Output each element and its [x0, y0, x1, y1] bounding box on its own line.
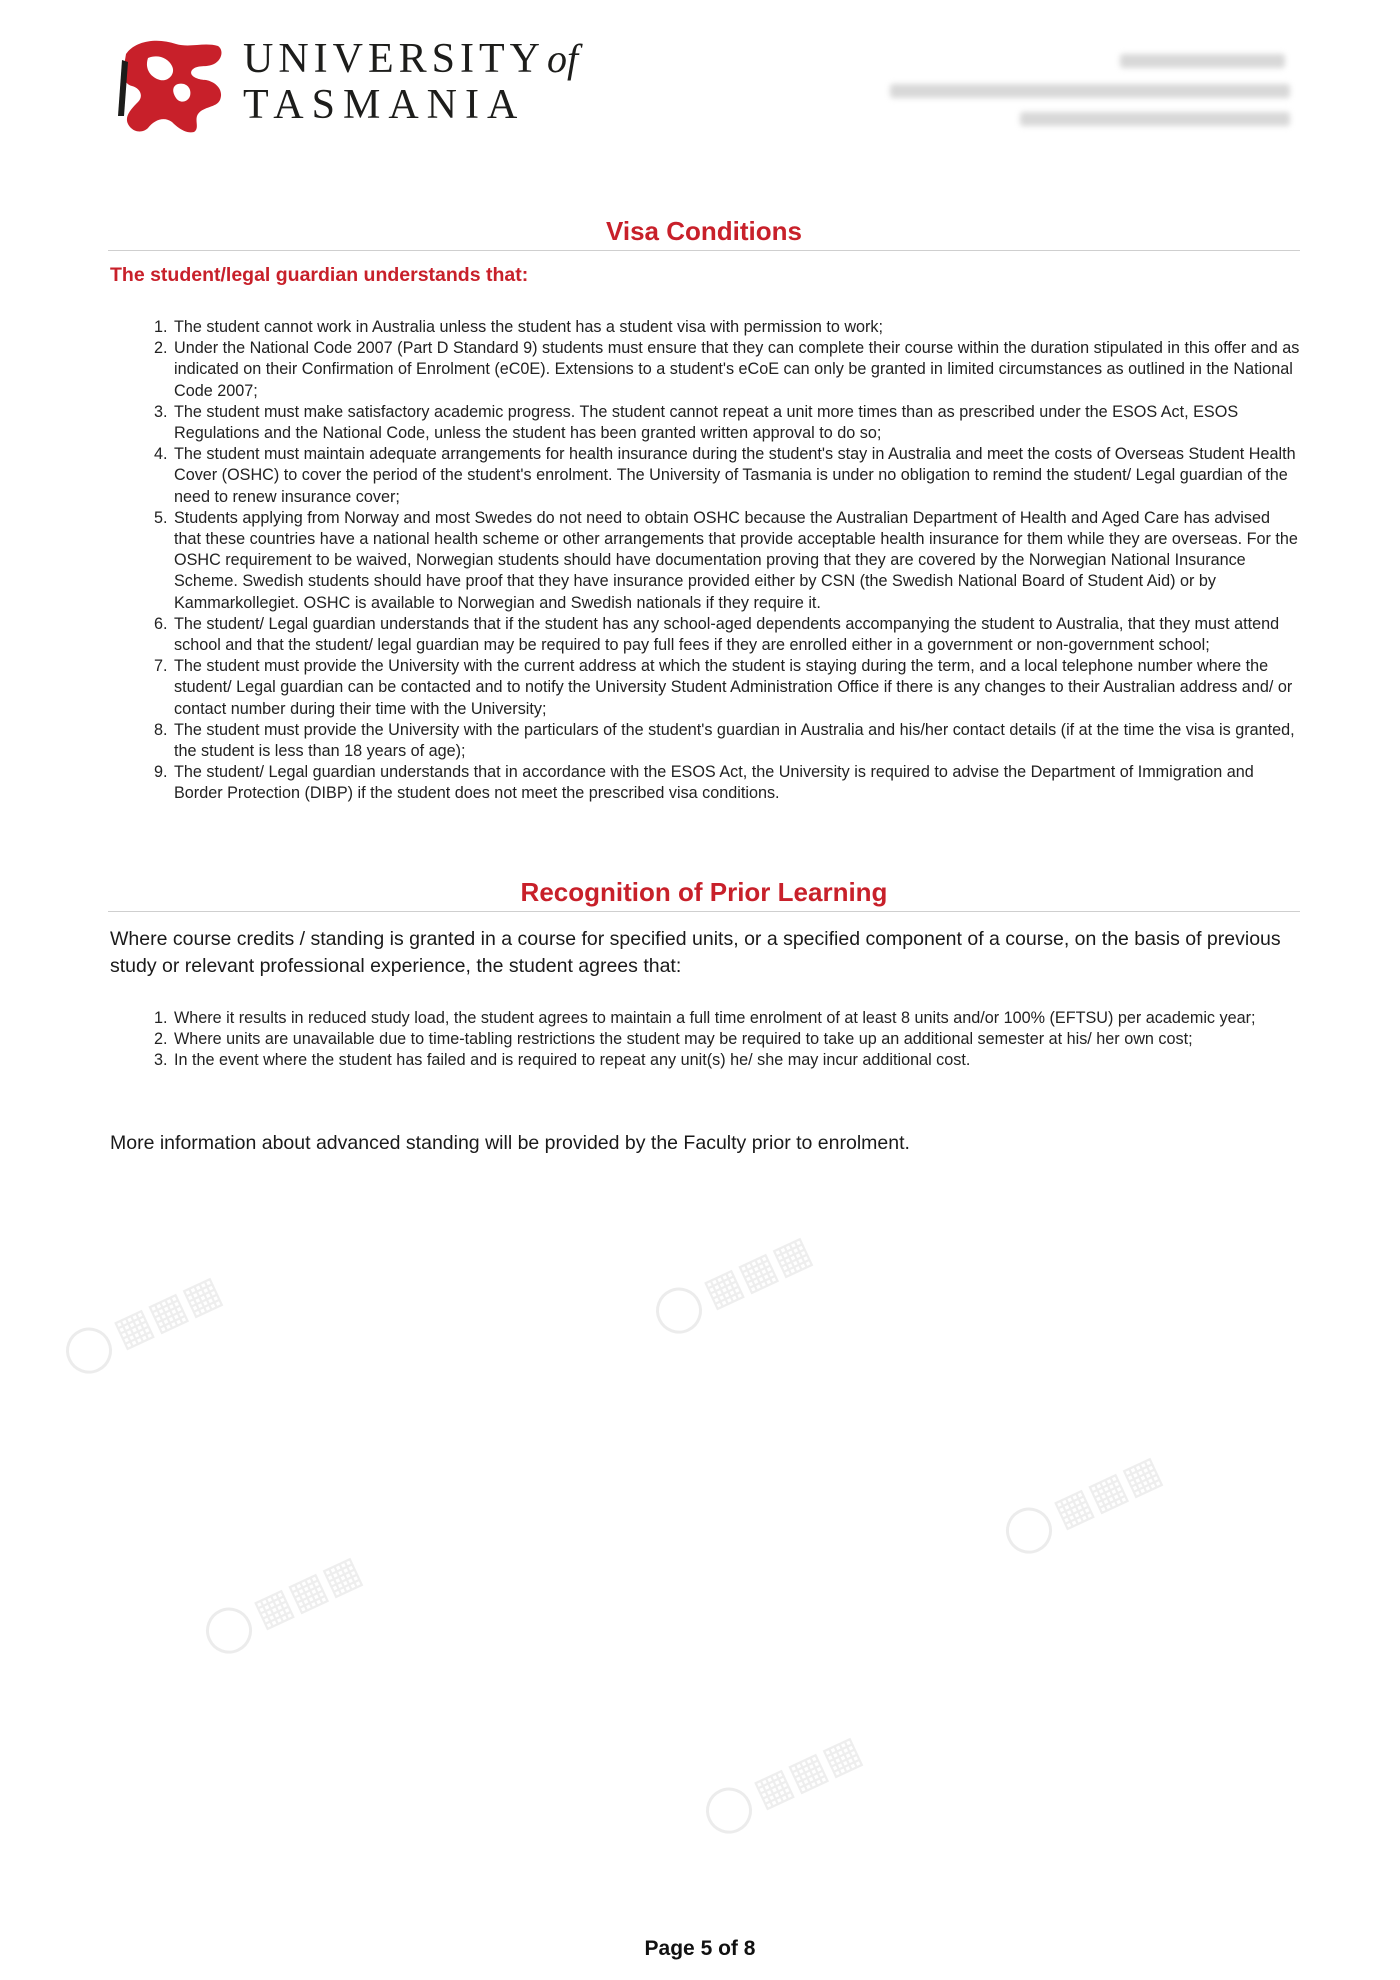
- redacted-student-name: [1120, 54, 1285, 68]
- watermark-pattern: ▦▦▦: [998, 1447, 1170, 1562]
- list-item: 7. The student must provide the University with the current address at which the student is staying during the term, and a local telephone number where the student/ Legal guardian can be contacted and to notify the University Student Administration Office if there is any changes to their Australian address and/ or contact number during their time with the University;: [172, 656, 1300, 720]
- visa-conditions-list: [172, 317, 1300, 805]
- logo-text-of: of: [546, 36, 579, 81]
- watermark-pattern: ▦▦▦: [58, 1267, 230, 1382]
- logo-text-university: UNIVERSITY: [243, 36, 545, 82]
- list-item: 2. Where units are unavailable due to time-tabling restrictions the student may be required to take up an additional semester at his/ her own cost;: [172, 1029, 1300, 1050]
- list-item: 1. The student cannot work in Australia unless the student has a student visa with permission to work;: [172, 317, 1300, 338]
- lion-crest-icon: [118, 36, 230, 136]
- list-item: 5. Students applying from Norway and most Swedes do not need to obtain OSHC because the Australian Department of Health and Aged Care has advised that these countries have a national health scheme or other arrangements that provide acceptable health insurance for them while they are overseas. For the OSHC requirement to be waived, Norwegian students should have documentation proving that they are covered by the Norwegian National Insurance Scheme. Swedish students should have proof that they have insurance provided either by CSN (the Swedish National Board of Student Aid) or by Kammarkollegiet. OSHC is available to Norwegian and Swedish nationals if they require it.: [172, 508, 1300, 614]
- list-item: 8. The student must provide the University with the particulars of the student's guardian in Australia and his/her contact details (if at the time the visa is granted, the student is less than 18 years of age);: [172, 720, 1300, 762]
- visa-divider: [108, 250, 1300, 251]
- list-item: 3. In the event where the student has failed and is required to repeat any unit(s) he/ she may incur additional cost.: [172, 1050, 1300, 1071]
- rpl-closing: More information about advanced standing will be provided by the Faculty prior to enrolment.: [110, 1132, 910, 1154]
- visa-conditions-title: Visa Conditions: [606, 216, 802, 246]
- redacted-student-address: [1020, 112, 1290, 126]
- visa-subhead: The student/legal guardian understands that:: [110, 264, 529, 286]
- watermark-pattern: ▦▦▦: [198, 1547, 370, 1662]
- watermark-pattern: ▦▦▦: [698, 1727, 870, 1842]
- watermark-pattern: ▦▦▦: [648, 1227, 820, 1342]
- list-item: 3. The student must make satisfactory academic progress. The student cannot repeat a unit more times than as prescribed under the ESOS Act, ESOS Regulations and the National Code, unless the student has been granted written approval to do so;: [172, 402, 1300, 444]
- rpl-divider: [108, 911, 1300, 912]
- university-name: [243, 38, 578, 126]
- list-item: 4. The student must maintain adequate arrangements for health insurance during the student's stay in Australia and meet the costs of Overseas Student Health Cover (OSHC) to cover the period of the student's enrolment. The University of Tasmania is under no obligation to remind the student/ Legal guardian of the need to renew insurance cover;: [172, 444, 1300, 508]
- list-item: 9. The student/ Legal guardian understands that in accordance with the ESOS Act, the University is required to advise the Department of Immigration and Border Protection (DIBP) if the student does not meet the prescribed visa conditions.: [172, 762, 1300, 804]
- logo-text-tasmania: TASMANIA: [243, 82, 526, 128]
- list-item: 6. The student/ Legal guardian understands that if the student has any school-aged dependents accompanying the student to Australia, that they must attend school and that the student/ legal guardian may be required to pay full fees if they are enrolled either in a government or non-government school;: [172, 614, 1300, 656]
- rpl-intro: Where course credits / standing is granted in a course for specified units, or a specified component of a course, on the basis of previous study or relevant professional experience, the student agrees that:: [110, 928, 1281, 977]
- list-item: 2. Under the National Code 2007 (Part D Standard 9) students must ensure that they can complete their course within the duration stipulated in this offer and as indicated on their Confirmation of Enrolment (eC0E). Extensions to a student's eCoE can only be granted in limited circumstances as outlined in the National Code 2007;: [172, 338, 1300, 402]
- rpl-list: [172, 1008, 1300, 1072]
- page-number: Page 5 of 8: [644, 1937, 756, 1960]
- rpl-title: Recognition of Prior Learning: [520, 877, 888, 907]
- list-item: 1. Where it results in reduced study load, the student agrees to maintain a full time enrolment of at least 8 units and/or 100% (EFTSU) per academic year;: [172, 1008, 1300, 1029]
- university-logo: [118, 36, 598, 136]
- redacted-student-id: [890, 84, 1290, 98]
